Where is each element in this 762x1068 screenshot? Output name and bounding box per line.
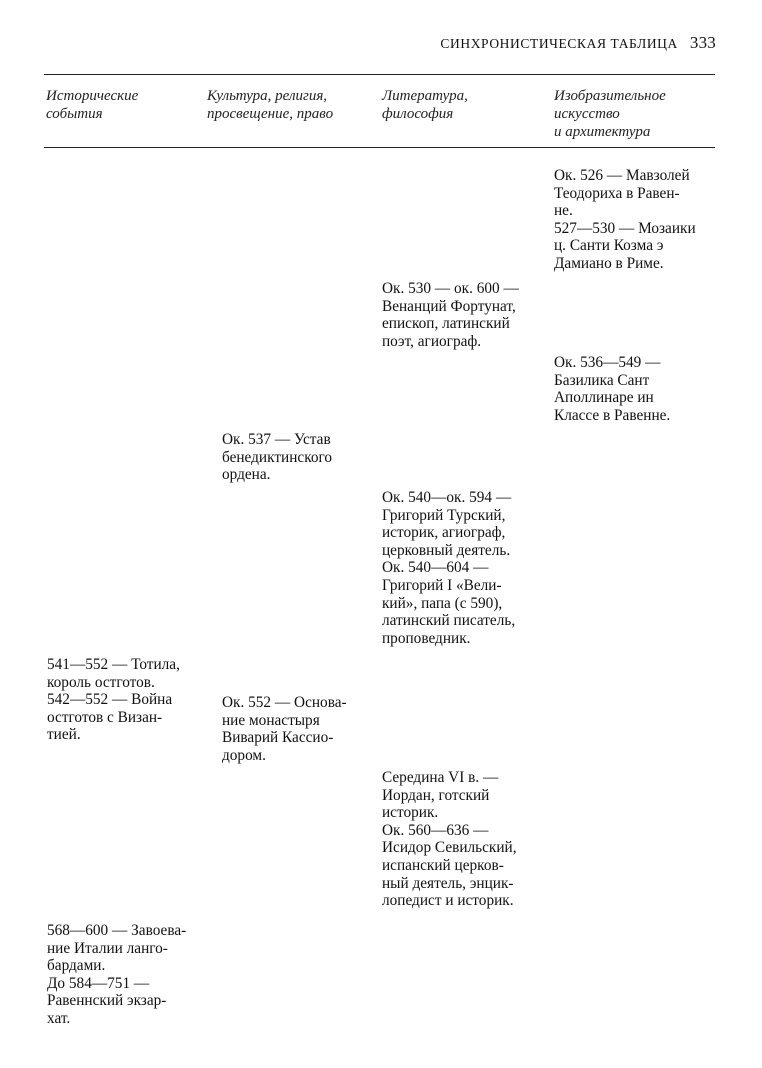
entry-culture-552: Ок. 552 — Основа- ние монастыря Виварий Кассио- дором.	[222, 694, 347, 764]
entry-literature-mid6: Середина VI в. — Иордан, готский историк. Ок. 560—636 — Исидор Севильский, испанский церков- ный деятель, энцик- лопедист и историк.	[382, 769, 517, 910]
page-number: 333	[689, 33, 716, 52]
header-top-rule	[44, 74, 715, 75]
column-header-culture-religion: Культура, религия, просвещение, право	[207, 88, 334, 122]
entry-literature-540: Ок. 540—ок. 594 — Григорий Турский, историк, агиограф, церковный деятель. Ок. 540—604 — Григорий I «Вели- кий», папа (с 590), латинский писатель, проповедник.	[382, 489, 516, 647]
running-head-title: СИНХРОНИСТИЧЕСКАЯ ТАБЛИЦА	[440, 36, 678, 51]
entry-history-541: 541—552 — Тотила, король остготов. 542—552 — Война остготов с Визан- тией.	[47, 656, 180, 744]
entry-literature-530: Ок. 530 — ок. 600 — Венанций Фортунат, епископ, латинский поэт, агиограф.	[382, 280, 519, 350]
entry-history-568: 568—600 — Завоева- ние Италии ланго- бардами. До 584—751 — Равеннский экзар- хат.	[47, 922, 187, 1027]
column-header-literature-philosophy: Литература, философия	[382, 88, 468, 122]
entry-culture-537: Ок. 537 — Устав бенедиктинского ордена.	[222, 431, 333, 484]
header-bottom-rule	[44, 147, 715, 148]
entry-art-536: Ок. 536—549 — Базилика Сант Аполлинаре ин Классе в Равенне.	[554, 354, 671, 424]
column-header-fine-arts: Изобразительное искусство и архитектура	[554, 88, 666, 140]
running-head	[440, 33, 716, 53]
entry-art-526: Ок. 526 — Мавзолей Теодориха в Равен- не. 527—530 — Мозаики ц. Санти Козма э Дамиано в Риме.	[554, 167, 696, 272]
column-header-historical-events: Исторические события	[46, 88, 139, 122]
